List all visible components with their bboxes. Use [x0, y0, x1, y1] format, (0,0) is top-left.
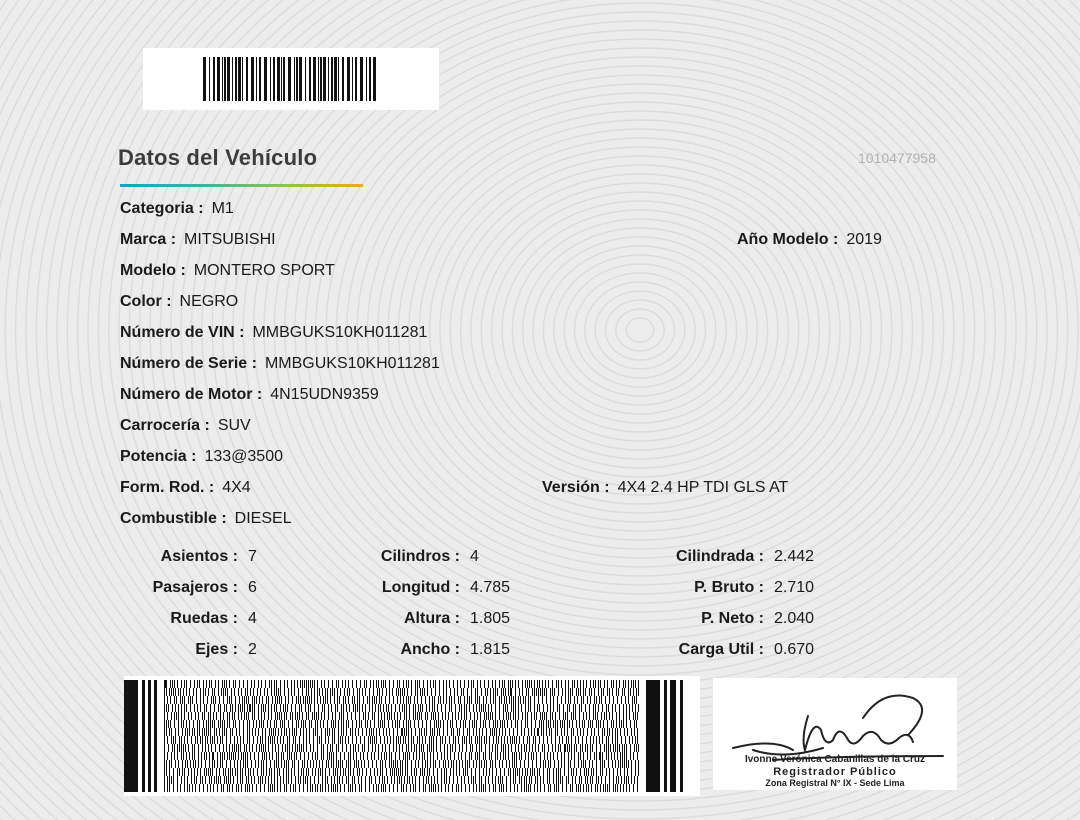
field-potencia	[120, 448, 283, 466]
spec-value: 6	[248, 579, 257, 596]
field-label: Categoria :	[120, 200, 204, 217]
field-serie	[120, 355, 440, 373]
signer-name: Ivonne Verónica Cabanillas de la Cruz	[744, 754, 926, 765]
spec-label: P. Neto :	[701, 610, 764, 627]
spec-value: 2.710	[774, 579, 815, 596]
spec-label: Altura :	[404, 610, 460, 627]
field-value: M1	[211, 200, 234, 217]
field-categoria	[120, 200, 234, 218]
spec-value: 2.040	[774, 610, 815, 627]
spec-label: Ruedas :	[170, 610, 238, 627]
signer-zone: Zona Registral N° IX - Sede Lima	[765, 778, 905, 788]
spec-value: 4	[470, 548, 479, 565]
document-number: 1010477958	[858, 150, 936, 166]
field-form-rod	[120, 479, 251, 497]
field-value: MONTERO SPORT	[193, 262, 335, 279]
field-vin	[120, 324, 427, 342]
field-value: 4X4 2.4 HP TDI GLS AT	[617, 479, 789, 496]
field-value: 4X4	[222, 479, 251, 496]
signature-block	[713, 678, 957, 790]
field-value: MMBGUKS10KH011281	[252, 324, 428, 341]
field-combustible	[120, 510, 292, 528]
field-label: Combustible :	[120, 510, 227, 527]
spec-value: 0.670	[774, 641, 815, 658]
field-value: MMBGUKS10KH011281	[264, 355, 440, 372]
field-anio-modelo	[737, 231, 882, 249]
spec-value: 7	[248, 548, 257, 565]
spec-label: Cilindrada :	[675, 548, 764, 565]
field-value: SUV	[217, 417, 251, 434]
spec-label: P. Bruto :	[694, 579, 764, 596]
spec-label: Ejes :	[195, 641, 238, 658]
spec-value: 4.785	[470, 579, 511, 596]
field-version	[542, 479, 788, 497]
field-motor	[120, 386, 379, 404]
spec-label: Cilindros :	[380, 548, 460, 565]
spec-label: Asientos :	[160, 548, 238, 565]
field-label: Año Modelo :	[737, 231, 839, 248]
top-barcode	[143, 48, 439, 110]
field-label: Modelo :	[120, 262, 186, 279]
field-label: Número de Motor :	[120, 386, 263, 403]
spec-value: 2	[248, 641, 257, 658]
pdf417-barcode-icon	[124, 676, 700, 796]
field-label: Form. Rod. :	[120, 479, 215, 496]
field-value: 2019	[846, 231, 882, 248]
field-label: Marca :	[120, 231, 177, 248]
spec-value: 1.805	[470, 610, 511, 627]
barcode-icon	[201, 55, 381, 103]
spec-label: Longitud :	[381, 579, 460, 596]
spec-value: 4	[248, 610, 257, 627]
field-label: Versión :	[542, 479, 610, 496]
field-value: 133@3500	[204, 448, 283, 465]
field-value: DIESEL	[234, 510, 292, 527]
field-color	[120, 293, 238, 311]
field-label: Potencia :	[120, 448, 197, 465]
spec-value: 2.442	[774, 548, 815, 565]
field-value: NEGRO	[179, 293, 239, 310]
spec-label: Carga Util :	[678, 641, 764, 658]
field-label: Número de Serie :	[120, 355, 257, 372]
spec-label: Pasajeros :	[152, 579, 238, 596]
title-underline	[120, 184, 363, 187]
field-label: Número de VIN :	[120, 324, 245, 341]
spec-value: 1.815	[470, 641, 511, 658]
field-value: MITSUBISHI	[184, 231, 276, 248]
signer-role: Registrador Público	[773, 766, 897, 778]
field-carroceria	[120, 417, 251, 435]
field-value: 4N15UDN9359	[270, 386, 379, 403]
field-modelo	[120, 262, 335, 280]
field-marca	[120, 231, 276, 249]
page-title: Datos del Vehículo	[118, 145, 318, 170]
field-label: Carrocería :	[120, 417, 210, 434]
field-label: Color :	[120, 293, 172, 310]
pdf417-barcode	[124, 676, 700, 796]
spec-label: Ancho :	[400, 641, 460, 658]
